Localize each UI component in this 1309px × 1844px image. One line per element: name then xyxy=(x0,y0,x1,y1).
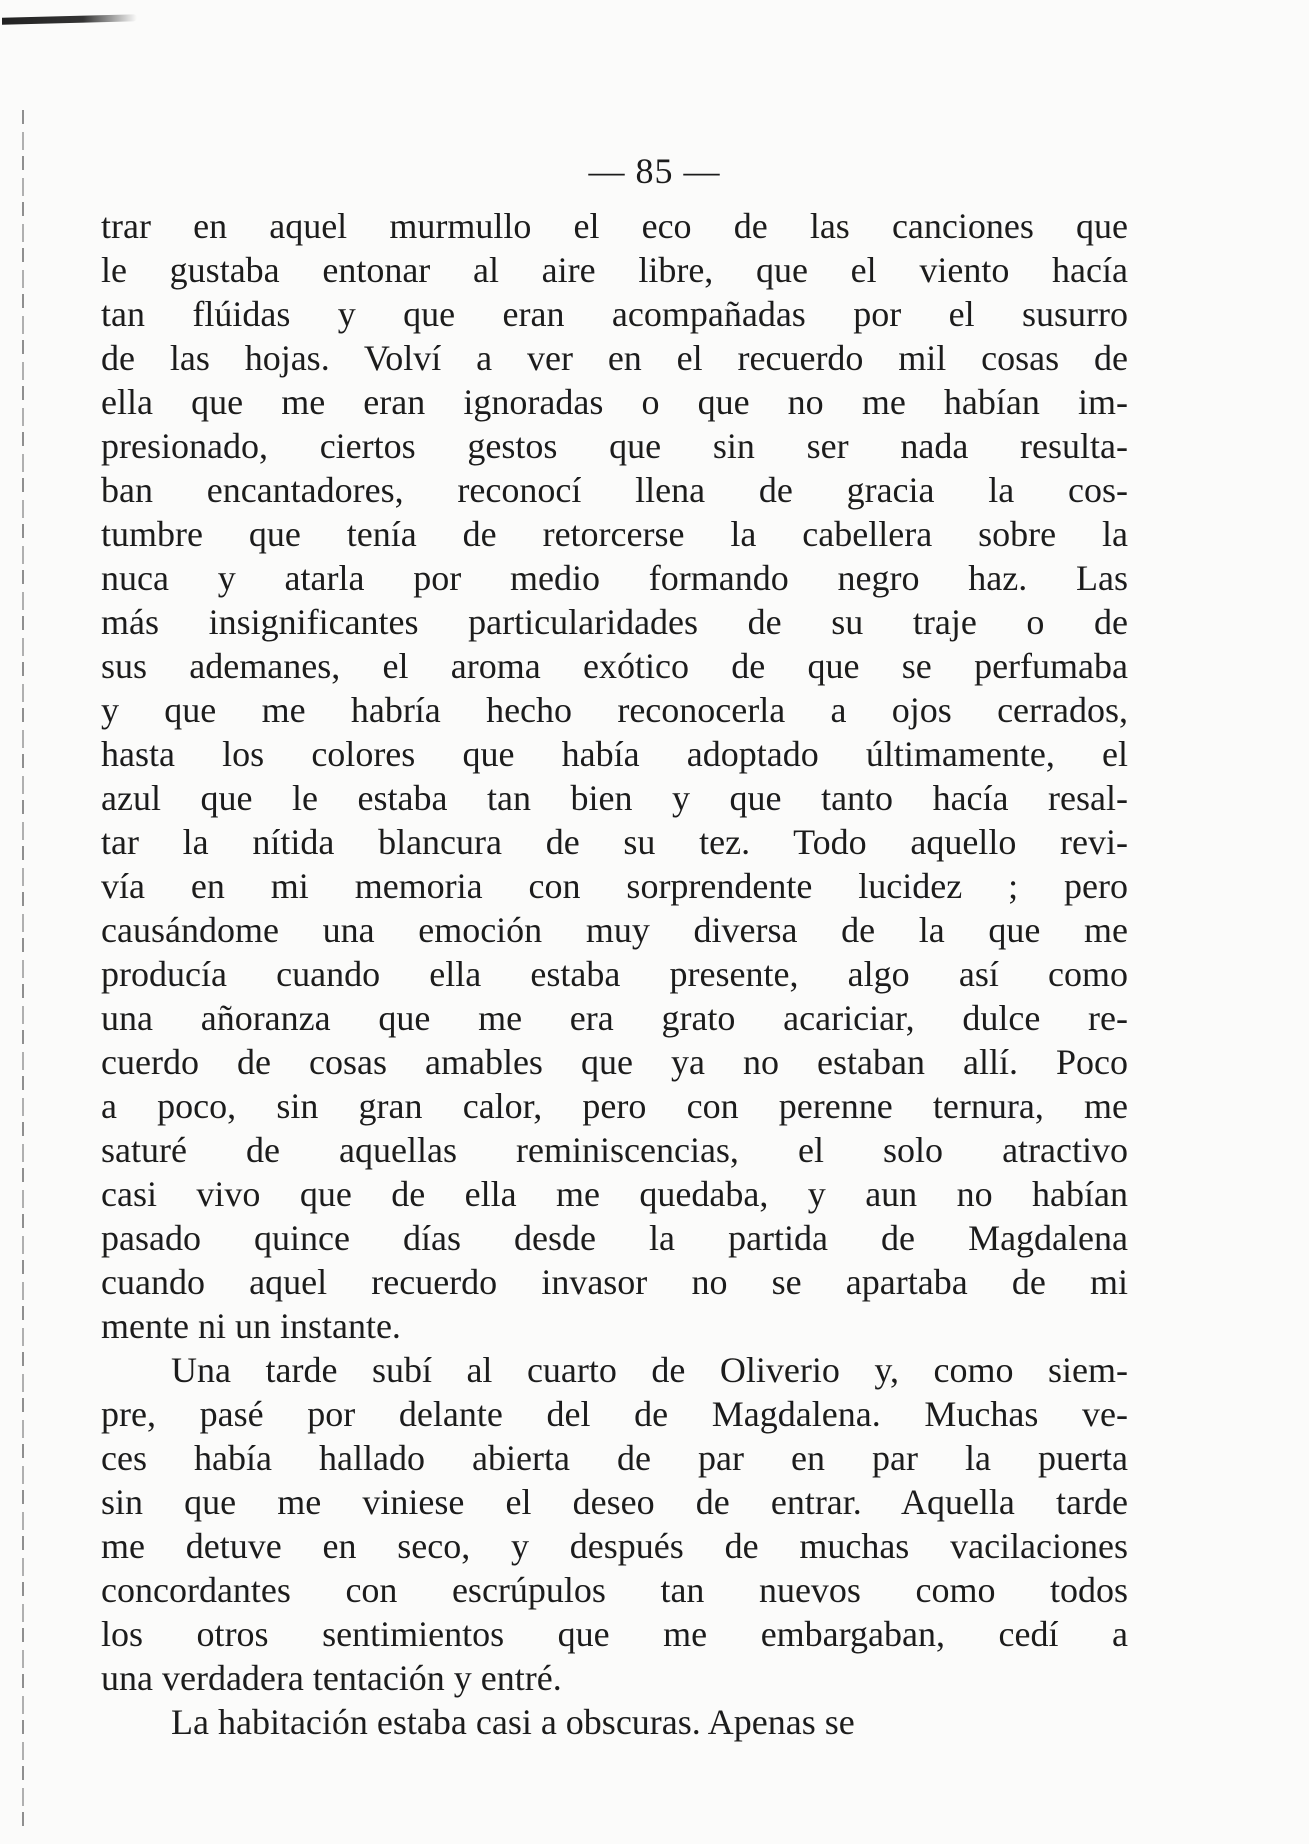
text-line: cuando aquel recuerdo invasor no se apartaba de mi xyxy=(101,1262,1128,1302)
text-line: una añoranza que me era grato acariciar, dulce re- xyxy=(101,998,1128,1038)
text-line: casi vivo que de ella me quedaba, y aun no habían xyxy=(101,1174,1128,1214)
text-line: ella que me eran ignoradas o que no me habían im- xyxy=(101,382,1128,422)
text-line: La habitación estaba casi a obscuras. Apenas se xyxy=(171,1702,855,1742)
text-line: tumbre que tenía de retorcerse la cabellera sobre la xyxy=(101,514,1128,554)
text-line: trar en aquel murmullo el eco de las canciones que xyxy=(101,206,1128,246)
text-line: y que me habría hecho reconocerla a ojos cerrados, xyxy=(101,690,1128,730)
text-line: sus ademanes, el aroma exótico de que se perfumaba xyxy=(101,646,1128,686)
text-line: Una tarde subí al cuarto de Oliverio y, como siem- xyxy=(171,1350,1128,1390)
text-line: una verdadera tentación y entré. xyxy=(101,1658,562,1698)
text-line: le gustaba entonar al aire libre, que el viento hacía xyxy=(101,250,1128,290)
text-line: ces había hallado abierta de par en par la puerta xyxy=(101,1438,1128,1478)
text-line: ban encantadores, reconocí llena de gracia la cos- xyxy=(101,470,1128,510)
text-line: me detuve en seco, y después de muchas vacilaciones xyxy=(101,1526,1128,1566)
text-line: azul que le estaba tan bien y que tanto hacía resal- xyxy=(101,778,1128,818)
text-line: presionado, ciertos gestos que sin ser nada resulta- xyxy=(101,426,1128,466)
text-line: los otros sentimientos que me embargaban, cedí a xyxy=(101,1614,1128,1654)
text-line: pasado quince días desde la partida de Magdalena xyxy=(101,1218,1128,1258)
text-line: sin que me viniese el deseo de entrar. Aquella tarde xyxy=(101,1482,1128,1522)
text-line: hasta los colores que había adoptado últimamente, el xyxy=(101,734,1128,774)
text-line: a poco, sin gran calor, pero con perenne ternura, me xyxy=(101,1086,1128,1126)
text-line: causándome una emoción muy diversa de la que me xyxy=(101,910,1128,950)
page-number: — 85 — xyxy=(588,151,721,191)
text-line: tan flúidas y que eran acompañadas por el susurro xyxy=(101,294,1128,334)
text-line: más insignificantes particularidades de su traje o de xyxy=(101,602,1128,642)
text-line: cuerdo de cosas amables que ya no estaban allí. Poco xyxy=(101,1042,1128,1082)
text-line: mente ni un instante. xyxy=(101,1306,401,1346)
text-line: de las hojas. Volví a ver en el recuerdo mil cosas de xyxy=(101,338,1128,378)
text-line: concordantes con escrúpulos tan nuevos como todos xyxy=(101,1570,1128,1610)
scan-smudge xyxy=(2,14,137,25)
text-line: nuca y atarla por medio formando negro haz. Las xyxy=(101,558,1128,598)
text-line: vía en mi memoria con sorprendente lucidez ; pero xyxy=(101,866,1128,906)
scan-page-edge xyxy=(22,110,24,1830)
page-body xyxy=(101,204,1128,1744)
text-line: producía cuando ella estaba presente, algo así como xyxy=(101,954,1128,994)
text-line: saturé de aquellas reminiscencias, el solo atractivo xyxy=(101,1130,1128,1170)
text-line: tar la nítida blancura de su tez. Todo aquello revi- xyxy=(101,822,1128,862)
text-line: pre, pasé por delante del de Magdalena. Muchas ve- xyxy=(101,1394,1128,1434)
